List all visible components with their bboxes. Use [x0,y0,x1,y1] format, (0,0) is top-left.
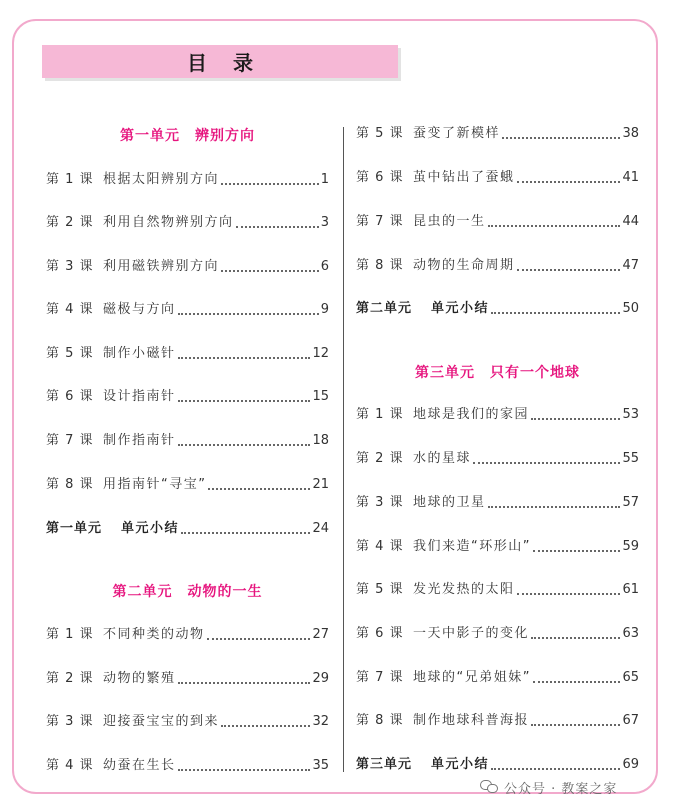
lesson-title: 动物的生命周期 [413,258,515,273]
dot-leader [517,592,621,595]
toc-entry[interactable] [356,580,639,600]
page-number: 32 [312,714,329,729]
dot-leader [533,549,620,552]
lesson-number: 第 3 课 [356,495,404,510]
toc-entry[interactable] [46,475,329,495]
toc-entry[interactable] [356,668,639,688]
lesson-number: 第 4 课 [46,758,94,773]
dot-leader [531,636,620,639]
lesson-number: 第 1 课 [46,627,94,642]
dot-leader [208,487,310,490]
toc-entry[interactable] [356,493,639,513]
toc-entry[interactable] [46,431,329,451]
lesson-number: 第 5 课 [356,126,404,141]
lesson-number: 第 7 课 [356,214,404,229]
toc-entry[interactable] [356,537,639,557]
lesson-title: 昆虫的一生 [413,214,486,229]
lesson-number: 第 1 课 [356,407,404,422]
page-number: 67 [622,713,639,728]
lesson-title: 水的星球 [413,451,472,466]
page-number: 27 [312,627,329,642]
lesson-title: 迎接蚕宝宝的到来 [103,714,220,729]
toc-unit-summary[interactable] [46,519,329,539]
page-number: 24 [312,521,329,536]
dot-leader [488,505,621,508]
page-number: 41 [622,170,639,185]
lesson-number: 第 5 课 [356,582,404,597]
page-number: 47 [622,258,639,273]
page-number: 50 [622,301,639,316]
dot-leader [207,637,311,640]
lesson-number: 第 8 课 [356,258,404,273]
toc-unit-summary[interactable] [356,755,639,775]
toc-entry[interactable] [46,669,329,689]
page-number: 9 [320,302,329,317]
summary-title: 单元小结 [431,301,490,316]
dot-leader [531,723,620,726]
dot-leader [221,269,319,272]
dot-leader [178,681,311,684]
page-number: 53 [622,407,639,422]
watermark-text: 公众号 · 教案之家 [504,781,618,797]
watermark [480,776,617,798]
page-number: 61 [622,582,639,597]
lesson-number: 第 8 课 [356,713,404,728]
dot-leader [221,182,319,185]
lesson-title: 制作指南针 [103,433,176,448]
toc-entry[interactable] [356,711,639,731]
page-number: 63 [622,626,639,641]
lesson-number: 第 4 课 [356,539,404,554]
page-number: 69 [622,757,639,772]
lesson-number: 第 6 课 [356,626,404,641]
toc-entry[interactable] [46,712,329,732]
page-number: 3 [320,215,329,230]
page-number: 65 [622,670,639,685]
dot-leader [491,767,620,770]
toc-entry[interactable] [46,213,329,233]
lesson-number: 第 7 课 [356,670,404,685]
lesson-number: 第 6 课 [356,170,404,185]
toc-entry[interactable] [356,168,639,188]
lesson-number: 第 8 课 [46,477,94,492]
lesson-title: 不同种类的动物 [103,627,205,642]
lesson-number: 第 2 课 [46,671,94,686]
lesson-title: 磁极与方向 [103,302,176,317]
lesson-title: 茧中钻出了蚕蛾 [413,170,515,185]
toc-entry[interactable] [356,212,639,232]
dot-leader [178,356,311,359]
lesson-title: 蚕变了新模样 [413,126,501,141]
unit-heading-1: 第一单元 辨别方向 [120,128,255,144]
toc-unit-summary[interactable] [356,299,639,319]
lesson-title: 我们来造“环形山” [413,539,531,554]
dot-leader [491,311,620,314]
toc-entry[interactable] [356,624,639,644]
toc-entry[interactable] [46,625,329,645]
page-number: 38 [622,126,639,141]
page-number: 59 [622,539,639,554]
page-number: 35 [312,758,329,773]
toc-entry[interactable] [46,170,329,190]
dot-leader [502,136,620,139]
dot-leader [181,531,310,534]
toc-entry[interactable] [46,257,329,277]
toc-entry[interactable] [356,405,639,425]
dot-leader [533,680,620,683]
dot-leader [531,417,620,420]
lesson-number: 第 7 课 [46,433,94,448]
unit-heading-3: 第三单元 只有一个地球 [415,365,580,381]
lesson-number: 第 5 课 [46,346,94,361]
dot-leader [488,224,621,227]
lesson-title: 用指南针“寻宝” [103,477,207,492]
page-title: 目录 [42,45,398,78]
lesson-number: 第 2 课 [356,451,404,466]
unit-heading-2: 第二单元 动物的一生 [112,584,263,600]
lesson-title: 一天中影子的变化 [413,626,530,641]
toc-entry[interactable] [356,256,639,276]
dot-leader [473,461,620,464]
page-number: 29 [312,671,329,686]
summary-title: 单元小结 [121,521,180,536]
page-number: 12 [312,346,329,361]
unit-label: 第一单元 [46,521,103,536]
dot-leader [517,180,621,183]
page-number: 57 [622,495,639,510]
unit-label: 第二单元 [356,301,413,316]
lesson-title: 制作地球科普海报 [413,713,530,728]
summary-title: 单元小结 [431,757,490,772]
lesson-title: 制作小磁针 [103,346,176,361]
lesson-title: 利用自然物辨别方向 [103,215,234,230]
toc-entry[interactable] [46,387,329,407]
dot-leader [517,268,621,271]
unit-label: 第三单元 [356,757,413,772]
lesson-title: 地球是我们的家园 [413,407,530,422]
toc-entry[interactable] [46,300,329,320]
dot-leader [236,225,319,228]
lesson-title: 动物的繁殖 [103,671,176,686]
toc-entry[interactable] [356,124,639,144]
lesson-title: 设计指南针 [103,389,176,404]
page-number: 1 [320,172,329,187]
toc-entry[interactable] [356,449,639,469]
column-divider [343,127,344,772]
lesson-number: 第 4 课 [46,302,94,317]
lesson-title: 根据太阳辨别方向 [103,172,220,187]
lesson-number: 第 3 课 [46,714,94,729]
lesson-number: 第 2 课 [46,215,94,230]
dot-leader [221,724,310,727]
lesson-number: 第 1 课 [46,172,94,187]
wechat-icon [480,780,498,794]
page-number: 55 [622,451,639,466]
lesson-title: 发光发热的太阳 [413,582,515,597]
page-number: 44 [622,214,639,229]
lesson-number: 第 6 课 [46,389,94,404]
lesson-title: 幼蚕在生长 [103,758,176,773]
dot-leader [178,443,311,446]
lesson-title: 地球的卫星 [413,495,486,510]
lesson-title: 利用磁铁辨别方向 [103,259,220,274]
page-number: 18 [312,433,329,448]
dot-leader [178,399,311,402]
page-number: 6 [320,259,329,274]
lesson-number: 第 3 课 [46,259,94,274]
lesson-title: 地球的“兄弟姐妹” [413,670,531,685]
page-number: 15 [312,389,329,404]
dot-leader [178,312,319,315]
dot-leader [178,768,311,771]
page-number: 21 [312,477,329,492]
toc-entry[interactable] [46,756,329,776]
toc-entry[interactable] [46,344,329,364]
